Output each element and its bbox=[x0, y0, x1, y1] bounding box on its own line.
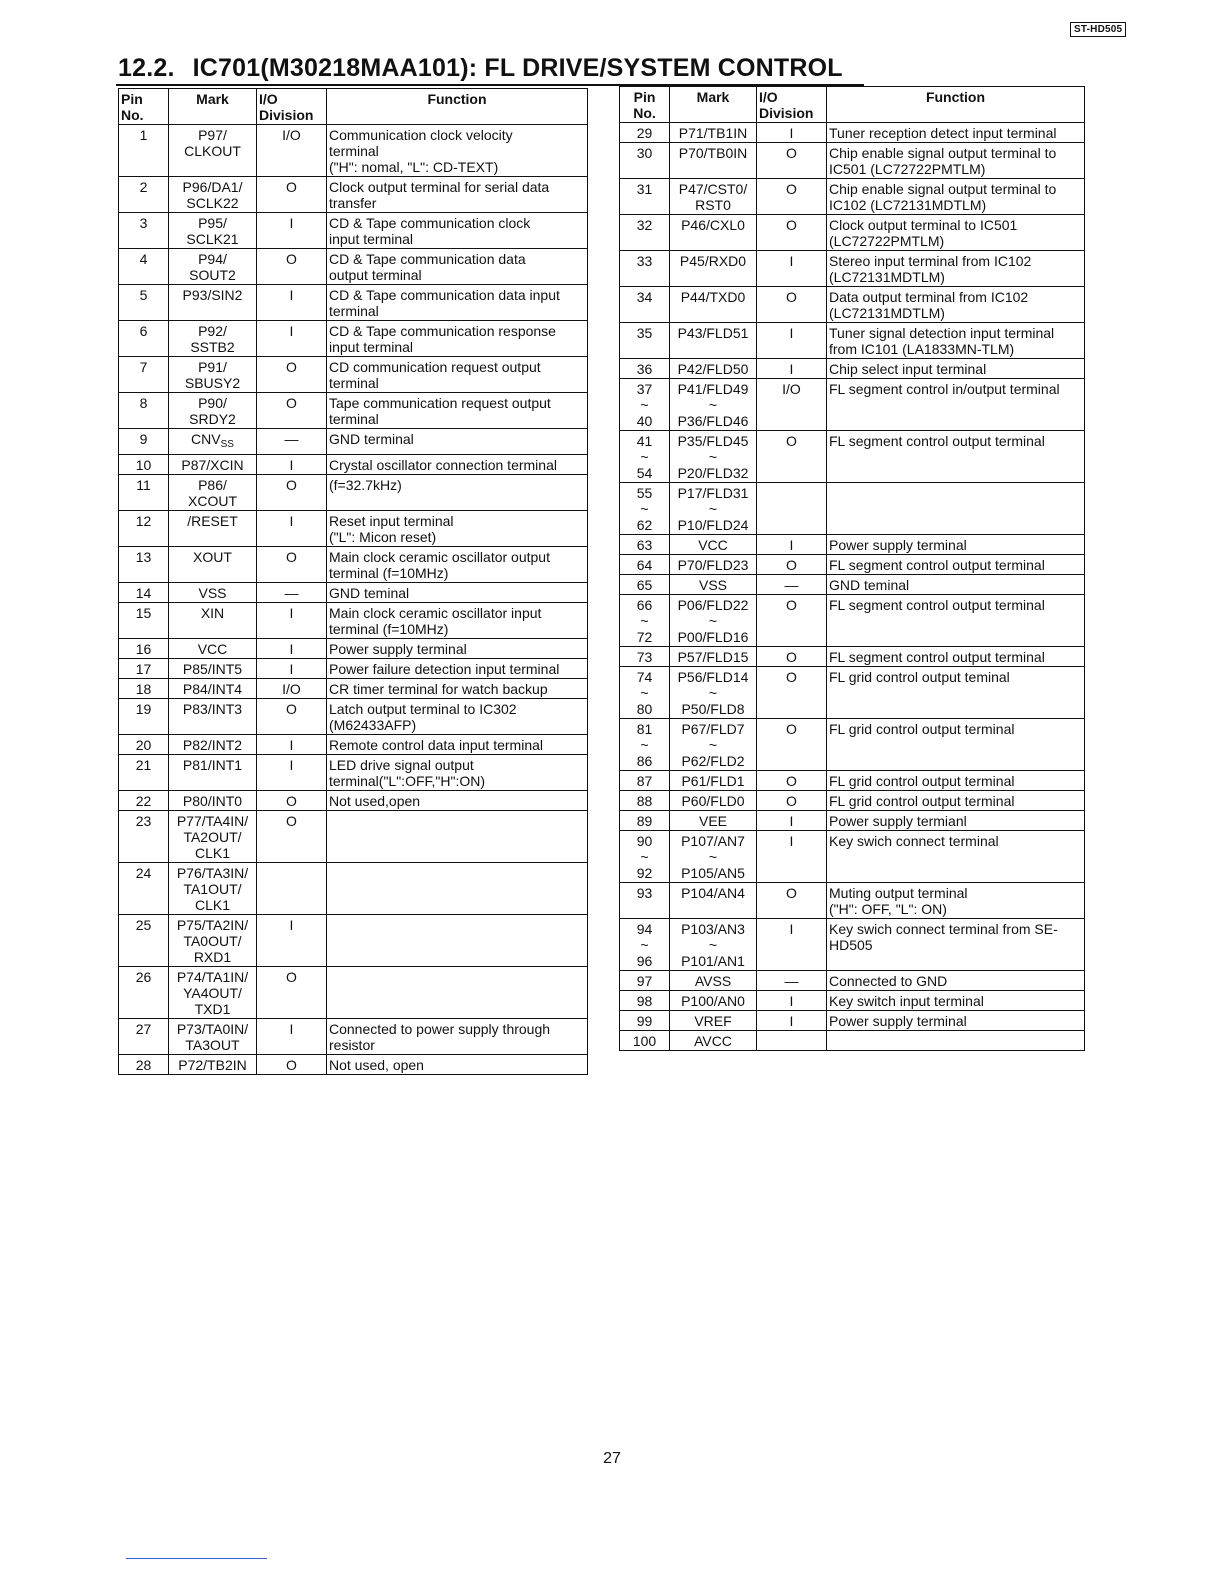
table-row bbox=[620, 831, 1085, 883]
pin-function: CD & Tape communication response input terminal bbox=[327, 321, 588, 357]
pin-number: 14 bbox=[119, 583, 169, 603]
pin-mark: P60/FLD0 bbox=[670, 791, 757, 811]
pin-mark: P103/AN3 ~ P101/AN1 bbox=[670, 919, 757, 971]
pin-function: Crystal oscillator connection terminal bbox=[327, 455, 588, 475]
pin-number: 37 ~ 40 bbox=[620, 379, 670, 431]
table-row bbox=[620, 287, 1085, 323]
pin-mark: P96/DA1/ SCLK22 bbox=[169, 177, 257, 213]
pin-mark: P87/XCIN bbox=[169, 455, 257, 475]
pin-number: 74 ~ 80 bbox=[620, 667, 670, 719]
io-division: I bbox=[257, 603, 327, 639]
pin-mark: P70/FLD23 bbox=[670, 555, 757, 575]
pin-function: LED drive signal output terminal("L":OFF,"H":ON) bbox=[327, 755, 588, 791]
io-division: I bbox=[257, 213, 327, 249]
pin-mark: VSS bbox=[169, 583, 257, 603]
pin-mark: P72/TB2IN bbox=[169, 1055, 257, 1075]
pin-number: 19 bbox=[119, 699, 169, 735]
table-row bbox=[620, 971, 1085, 991]
table-header bbox=[119, 89, 588, 125]
pin-number: 5 bbox=[119, 285, 169, 321]
pin-function: FL segment control output terminal bbox=[827, 595, 1085, 647]
pin-number: 99 bbox=[620, 1011, 670, 1031]
pin-number: 29 bbox=[620, 123, 670, 143]
pin-number: 8 bbox=[119, 393, 169, 429]
pin-mark: AVCC bbox=[670, 1031, 757, 1051]
pin-number: 33 bbox=[620, 251, 670, 287]
table-row bbox=[119, 639, 588, 659]
pin-table-right bbox=[619, 86, 1085, 1051]
pin-function: Latch output terminal to IC302 (M62433AFP) bbox=[327, 699, 588, 735]
pin-function: Main clock ceramic oscillator output terminal (f=10MHz) bbox=[327, 547, 588, 583]
table-row bbox=[119, 583, 588, 603]
pin-number: 26 bbox=[119, 967, 169, 1019]
pin-function bbox=[327, 915, 588, 967]
pin-mark: /RESET bbox=[169, 511, 257, 547]
table-row bbox=[119, 511, 588, 547]
pin-function: Muting output terminal ("H": OFF, "L": ON) bbox=[827, 883, 1085, 919]
pin-function: Key switch input terminal bbox=[827, 991, 1085, 1011]
io-division: I bbox=[257, 1019, 327, 1055]
section-title bbox=[118, 54, 843, 83]
pin-number: 10 bbox=[119, 455, 169, 475]
io-division: O bbox=[757, 179, 827, 215]
table-row bbox=[119, 1055, 588, 1075]
table-row bbox=[119, 547, 588, 583]
pin-mark: P104/AN4 bbox=[670, 883, 757, 919]
table-row bbox=[620, 791, 1085, 811]
table-row bbox=[620, 359, 1085, 379]
pin-function: CD communication request output terminal bbox=[327, 357, 588, 393]
io-division: I bbox=[757, 323, 827, 359]
io-division: O bbox=[757, 719, 827, 771]
pin-function: GND teminal bbox=[327, 583, 588, 603]
table-row bbox=[620, 883, 1085, 919]
io-division: I bbox=[257, 639, 327, 659]
table-row bbox=[119, 321, 588, 357]
io-division: O bbox=[257, 357, 327, 393]
pin-number: 23 bbox=[119, 811, 169, 863]
pin-function: Tuner signal detection input terminal from IC101 (LA1833MN-TLM) bbox=[827, 323, 1085, 359]
pin-mark: P84/INT4 bbox=[169, 679, 257, 699]
table-row bbox=[620, 1011, 1085, 1031]
io-division: I bbox=[757, 991, 827, 1011]
table-row bbox=[620, 647, 1085, 667]
io-division: I/O bbox=[257, 125, 327, 177]
pin-header: Pin No. bbox=[119, 89, 169, 125]
pin-number: 41 ~ 54 bbox=[620, 431, 670, 483]
pin-function: Power supply terminal bbox=[827, 535, 1085, 555]
table-row bbox=[620, 811, 1085, 831]
pin-mark: P85/INT5 bbox=[169, 659, 257, 679]
pin-mark: P46/CXL0 bbox=[670, 215, 757, 251]
pin-function: Chip enable signal output terminal to IC501 (LC72722PMTLM) bbox=[827, 143, 1085, 179]
io-division: O bbox=[757, 647, 827, 667]
table-row bbox=[119, 863, 588, 915]
pin-function: (f=32.7kHz) bbox=[327, 475, 588, 511]
pin-table-left bbox=[118, 88, 588, 1075]
io-division: O bbox=[757, 791, 827, 811]
pin-number: 15 bbox=[119, 603, 169, 639]
table-row bbox=[620, 575, 1085, 595]
pin-number: 66 ~ 72 bbox=[620, 595, 670, 647]
pin-number: 36 bbox=[620, 359, 670, 379]
table-row bbox=[119, 455, 588, 475]
pin-mark: VCC bbox=[169, 639, 257, 659]
pin-function: Tuner reception detect input terminal bbox=[827, 123, 1085, 143]
pin-number: 90 ~ 92 bbox=[620, 831, 670, 883]
pin-number: 24 bbox=[119, 863, 169, 915]
pin-mark: P100/AN0 bbox=[670, 991, 757, 1011]
table-row bbox=[119, 791, 588, 811]
pin-number: 16 bbox=[119, 639, 169, 659]
pin-function: Key swich connect terminal bbox=[827, 831, 1085, 883]
io-division: O bbox=[757, 143, 827, 179]
pin-function: FL segment control output terminal bbox=[827, 431, 1085, 483]
pin-mark: P107/AN7 ~ P105/AN5 bbox=[670, 831, 757, 883]
pin-mark: P71/TB1IN bbox=[670, 123, 757, 143]
pin-number: 34 bbox=[620, 287, 670, 323]
pin-mark: P74/TA1IN/ YA4OUT/ TXD1 bbox=[169, 967, 257, 1019]
io-division: O bbox=[757, 595, 827, 647]
io-division: I bbox=[757, 251, 827, 287]
pin-number: 13 bbox=[119, 547, 169, 583]
pin-function: GND teminal bbox=[827, 575, 1085, 595]
pin-function: Power supply terminal bbox=[827, 1011, 1085, 1031]
pin-mark: P67/FLD7 ~ P62/FLD2 bbox=[670, 719, 757, 771]
io-division: O bbox=[757, 883, 827, 919]
table-row bbox=[119, 475, 588, 511]
pin-mark: P56/FLD14 ~ P50/FLD8 bbox=[670, 667, 757, 719]
pin-function bbox=[827, 1031, 1085, 1051]
io-division: I bbox=[757, 1011, 827, 1031]
pin-number: 9 bbox=[119, 429, 169, 455]
table-header bbox=[620, 87, 1085, 123]
table-row bbox=[620, 179, 1085, 215]
io-division: O bbox=[757, 771, 827, 791]
io-division: I bbox=[257, 511, 327, 547]
pin-mark: P92/ SSTB2 bbox=[169, 321, 257, 357]
table-row bbox=[119, 177, 588, 213]
pin-number: 25 bbox=[119, 915, 169, 967]
pin-number: 27 bbox=[119, 1019, 169, 1055]
pin-function: Clock output terminal for serial data transfer bbox=[327, 177, 588, 213]
table-row bbox=[620, 595, 1085, 647]
pin-mark: P73/TA0IN/ TA3OUT bbox=[169, 1019, 257, 1055]
io-division: I bbox=[757, 535, 827, 555]
pin-function: CR timer terminal for watch backup bbox=[327, 679, 588, 699]
io-division: I bbox=[757, 831, 827, 883]
io-division: O bbox=[257, 1055, 327, 1075]
pin-function: GND terminal bbox=[327, 429, 588, 455]
io-division bbox=[757, 1031, 827, 1051]
pin-number: 98 bbox=[620, 991, 670, 1011]
io-division: O bbox=[257, 393, 327, 429]
mark-header: Mark bbox=[169, 89, 257, 125]
pin-mark: P93/SIN2 bbox=[169, 285, 257, 321]
pin-number: 7 bbox=[119, 357, 169, 393]
pin-number: 100 bbox=[620, 1031, 670, 1051]
pin-function bbox=[327, 863, 588, 915]
pin-mark: $CNV_{SS}$ bbox=[169, 429, 257, 455]
pin-function: CD & Tape communication clock input terminal bbox=[327, 213, 588, 249]
table-row bbox=[620, 431, 1085, 483]
table-row bbox=[620, 483, 1085, 535]
pin-number: 93 bbox=[620, 883, 670, 919]
table-row bbox=[119, 285, 588, 321]
table-row bbox=[620, 123, 1085, 143]
io-division: O bbox=[257, 475, 327, 511]
table-row bbox=[119, 915, 588, 967]
pin-function: Chip select input terminal bbox=[827, 359, 1085, 379]
table-row bbox=[620, 535, 1085, 555]
pin-mark: P61/FLD1 bbox=[670, 771, 757, 791]
table-row bbox=[620, 323, 1085, 359]
pin-mark: P57/FLD15 bbox=[670, 647, 757, 667]
pin-function: Remote control data input terminal bbox=[327, 735, 588, 755]
io-division: O bbox=[757, 667, 827, 719]
pin-mark: P44/TXD0 bbox=[670, 287, 757, 323]
pin-mark: P42/FLD50 bbox=[670, 359, 757, 379]
section-title-text: IC701(M30218MAA101): FL DRIVE/SYSTEM CONTROL bbox=[192, 54, 843, 82]
io-division: I bbox=[257, 321, 327, 357]
pin-mark: P17/FLD31 ~ P10/FLD24 bbox=[670, 483, 757, 535]
page-number: 27 bbox=[603, 1450, 621, 1467]
io-division: O bbox=[257, 791, 327, 811]
pin-mark: P81/INT1 bbox=[169, 755, 257, 791]
table-row bbox=[620, 771, 1085, 791]
pin-function: Not used,open bbox=[327, 791, 588, 811]
io-division: O bbox=[257, 967, 327, 1019]
table-row bbox=[620, 215, 1085, 251]
io-division: O bbox=[257, 699, 327, 735]
table-row bbox=[620, 991, 1085, 1011]
table-row bbox=[119, 735, 588, 755]
pin-mark: P95/ SCLK21 bbox=[169, 213, 257, 249]
pin-mark: P97/ CLKOUT bbox=[169, 125, 257, 177]
pin-number: 4 bbox=[119, 249, 169, 285]
io-division: I bbox=[257, 735, 327, 755]
pin-number: 1 bbox=[119, 125, 169, 177]
pin-mark: P77/TA4IN/ TA2OUT/ CLK1 bbox=[169, 811, 257, 863]
function-header: Function bbox=[327, 89, 588, 125]
io-division: I bbox=[257, 755, 327, 791]
pin-function bbox=[327, 967, 588, 1019]
io-division bbox=[757, 483, 827, 535]
io-division: O bbox=[257, 547, 327, 583]
pin-number: 20 bbox=[119, 735, 169, 755]
pin-mark: P94/ SOUT2 bbox=[169, 249, 257, 285]
model-tag: ST-HD505 bbox=[1070, 22, 1126, 37]
pin-number: 55 ~ 62 bbox=[620, 483, 670, 535]
pin-function: FL segment control output terminal bbox=[827, 647, 1085, 667]
io-division: I bbox=[257, 659, 327, 679]
table-row bbox=[119, 659, 588, 679]
pin-number: 63 bbox=[620, 535, 670, 555]
pin-mark: VEE bbox=[670, 811, 757, 831]
function-header: Function bbox=[827, 87, 1085, 123]
table-row bbox=[620, 1031, 1085, 1051]
pin-mark: P41/FLD49 ~ P36/FLD46 bbox=[670, 379, 757, 431]
pin-number: 35 bbox=[620, 323, 670, 359]
pin-mark: P43/FLD51 bbox=[670, 323, 757, 359]
pin-function: Power supply terminal bbox=[327, 639, 588, 659]
table-row bbox=[620, 919, 1085, 971]
pin-number: 2 bbox=[119, 177, 169, 213]
table-row bbox=[119, 429, 588, 455]
pin-function: Reset input terminal ("L": Micon reset) bbox=[327, 511, 588, 547]
pin-function: FL segment control in/output terminal bbox=[827, 379, 1085, 431]
pin-number: 94 ~ 96 bbox=[620, 919, 670, 971]
pin-number: 17 bbox=[119, 659, 169, 679]
pin-function: FL grid control output terminal bbox=[827, 771, 1085, 791]
pin-mark: XIN bbox=[169, 603, 257, 639]
io-division: — bbox=[757, 575, 827, 595]
pin-function: Communication clock velocity terminal ("H": nomal, "L": CD-TEXT) bbox=[327, 125, 588, 177]
table-row bbox=[620, 555, 1085, 575]
io-division: O bbox=[757, 215, 827, 251]
pin-function bbox=[827, 483, 1085, 535]
pin-function: Data output terminal from IC102 (LC72131MDTLM) bbox=[827, 287, 1085, 323]
pin-mark: P06/FLD22 ~ P00/FLD16 bbox=[670, 595, 757, 647]
footer-link-line bbox=[126, 1558, 267, 1559]
io-division: — bbox=[257, 429, 327, 455]
table-row bbox=[119, 679, 588, 699]
pin-mark: P91/ SBUSY2 bbox=[169, 357, 257, 393]
pin-mark: VCC bbox=[670, 535, 757, 555]
pin-number: 65 bbox=[620, 575, 670, 595]
mark-header: Mark bbox=[670, 87, 757, 123]
table-row bbox=[119, 213, 588, 249]
pin-number: 22 bbox=[119, 791, 169, 811]
io-division: — bbox=[757, 971, 827, 991]
pin-function: Stereo input terminal from IC102 (LC72131MDTLM) bbox=[827, 251, 1085, 287]
io-division: I bbox=[257, 285, 327, 321]
pin-mark: P45/RXD0 bbox=[670, 251, 757, 287]
table-row bbox=[620, 251, 1085, 287]
pin-number: 21 bbox=[119, 755, 169, 791]
io-header: I/O Division bbox=[757, 87, 827, 123]
pin-number: 88 bbox=[620, 791, 670, 811]
pin-function: Connected to GND bbox=[827, 971, 1085, 991]
pin-function: Tape communication request output terminal bbox=[327, 393, 588, 429]
pin-mark: P80/INT0 bbox=[169, 791, 257, 811]
pin-mark: P70/TB0IN bbox=[670, 143, 757, 179]
table-row bbox=[119, 755, 588, 791]
table-row bbox=[119, 357, 588, 393]
io-division: I bbox=[757, 919, 827, 971]
table-row bbox=[119, 699, 588, 735]
table-row bbox=[620, 719, 1085, 771]
pin-number: 11 bbox=[119, 475, 169, 511]
table-row bbox=[119, 1019, 588, 1055]
pin-mark: P76/TA3IN/ TA1OUT/ CLK1 bbox=[169, 863, 257, 915]
io-division: O bbox=[257, 177, 327, 213]
pin-function: Key swich connect terminal from SE- HD505 bbox=[827, 919, 1085, 971]
pin-function: FL segment control output terminal bbox=[827, 555, 1085, 575]
io-division: I/O bbox=[257, 679, 327, 699]
pin-function: FL grid control output teminal bbox=[827, 667, 1085, 719]
section-number: 12.2. bbox=[118, 54, 175, 82]
pin-function: Clock output terminal to IC501 (LC72722PMTLM) bbox=[827, 215, 1085, 251]
pin-number: 6 bbox=[119, 321, 169, 357]
pin-function: Not used, open bbox=[327, 1055, 588, 1075]
io-division: I bbox=[257, 455, 327, 475]
io-division: O bbox=[757, 431, 827, 483]
pin-function: CD & Tape communication data input terminal bbox=[327, 285, 588, 321]
pin-function: CD & Tape communication data output terminal bbox=[327, 249, 588, 285]
pin-mark: P82/INT2 bbox=[169, 735, 257, 755]
io-division: I/O bbox=[757, 379, 827, 431]
pin-number: 81 ~ 86 bbox=[620, 719, 670, 771]
pin-mark: XOUT bbox=[169, 547, 257, 583]
table-row bbox=[119, 125, 588, 177]
pin-function: Power supply termianl bbox=[827, 811, 1085, 831]
pin-number: 32 bbox=[620, 215, 670, 251]
io-division: O bbox=[757, 555, 827, 575]
pin-mark: P90/ SRDY2 bbox=[169, 393, 257, 429]
pin-mark: VREF bbox=[670, 1011, 757, 1031]
pin-number: 87 bbox=[620, 771, 670, 791]
pin-number: 31 bbox=[620, 179, 670, 215]
pin-mark: P86/ XCOUT bbox=[169, 475, 257, 511]
pin-function bbox=[327, 811, 588, 863]
io-division: O bbox=[757, 287, 827, 323]
pin-function: FL grid control output terminal bbox=[827, 791, 1085, 811]
pin-mark: P47/CST0/ RST0 bbox=[670, 179, 757, 215]
io-division: O bbox=[257, 249, 327, 285]
table-row bbox=[620, 379, 1085, 431]
table-row bbox=[119, 967, 588, 1019]
io-division: I bbox=[757, 123, 827, 143]
table-row bbox=[119, 249, 588, 285]
pin-mark: VSS bbox=[670, 575, 757, 595]
pin-function: Chip enable signal output terminal to IC102 (LC72131MDTLM) bbox=[827, 179, 1085, 215]
io-header: I/O Division bbox=[257, 89, 327, 125]
pin-function: Connected to power supply through resistor bbox=[327, 1019, 588, 1055]
pin-function: FL grid control output terminal bbox=[827, 719, 1085, 771]
io-division: I bbox=[257, 915, 327, 967]
io-division: I bbox=[757, 359, 827, 379]
pin-mark: P83/INT3 bbox=[169, 699, 257, 735]
pin-number: 30 bbox=[620, 143, 670, 179]
pin-mark: P75/TA2IN/ TA0OUT/ RXD1 bbox=[169, 915, 257, 967]
pin-mark: P35/FLD45 ~ P20/FLD32 bbox=[670, 431, 757, 483]
io-division: O bbox=[257, 811, 327, 863]
pin-number: 73 bbox=[620, 647, 670, 667]
io-division bbox=[257, 863, 327, 915]
table-row bbox=[119, 393, 588, 429]
table-row bbox=[119, 603, 588, 639]
pin-header: Pin No. bbox=[620, 87, 670, 123]
pin-function: Main clock ceramic oscillator input terminal (f=10MHz) bbox=[327, 603, 588, 639]
io-division: — bbox=[257, 583, 327, 603]
pin-number: 28 bbox=[119, 1055, 169, 1075]
pin-number: 97 bbox=[620, 971, 670, 991]
pin-number: 12 bbox=[119, 511, 169, 547]
pin-number: 64 bbox=[620, 555, 670, 575]
pin-mark: AVSS bbox=[670, 971, 757, 991]
io-division: I bbox=[757, 811, 827, 831]
pin-number: 89 bbox=[620, 811, 670, 831]
pin-function: Power failure detection input terminal bbox=[327, 659, 588, 679]
pin-number: 18 bbox=[119, 679, 169, 699]
table-row bbox=[620, 143, 1085, 179]
pin-number: 3 bbox=[119, 213, 169, 249]
table-row bbox=[119, 811, 588, 863]
table-row bbox=[620, 667, 1085, 719]
